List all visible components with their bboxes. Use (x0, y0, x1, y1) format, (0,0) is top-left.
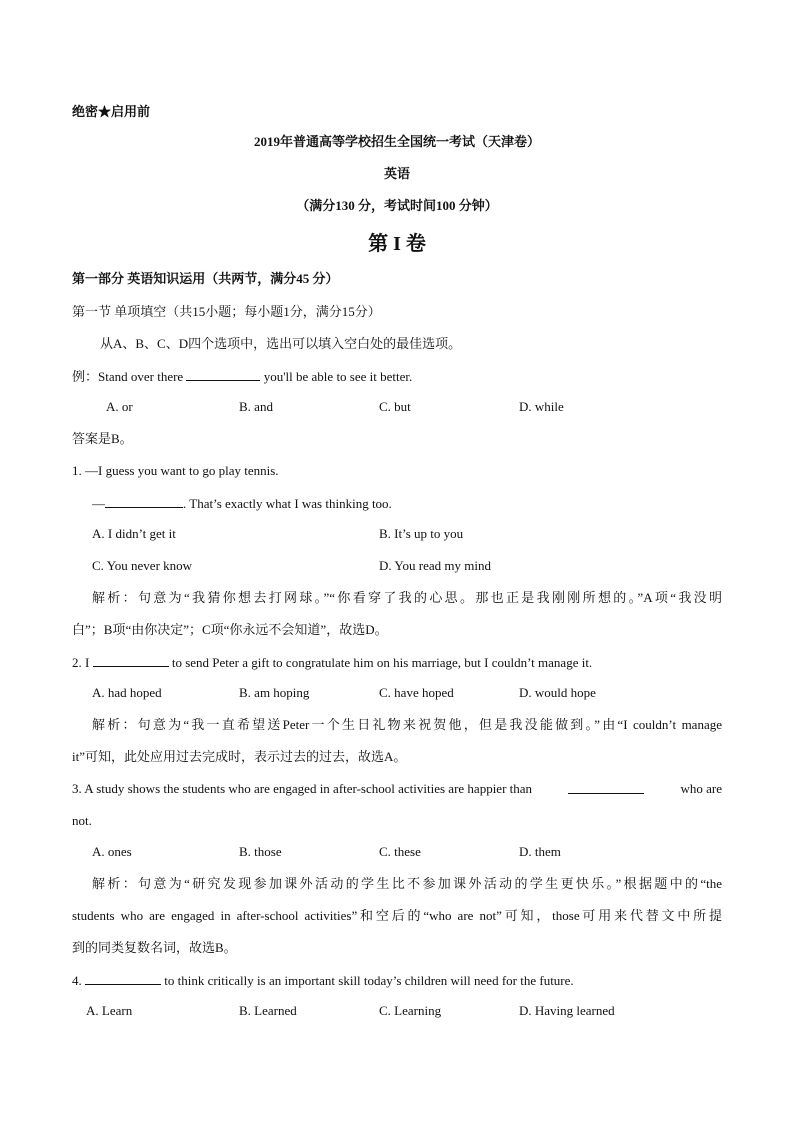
q1-line2 (92, 495, 392, 512)
q2-option-b: B. am hoping (239, 685, 310, 700)
q3-option-a: A. ones (92, 844, 132, 859)
score-time: （满分130 分，考试时间100 分钟） (296, 198, 498, 213)
q4-stem (72, 972, 574, 989)
q2-blank (93, 654, 169, 667)
q2-stem (72, 654, 592, 671)
q4-option-d: D. Having learned (519, 1003, 615, 1018)
q3-option-b: B. those (239, 844, 282, 859)
q2-option-a: A. had hoped (92, 685, 162, 700)
example-stem (72, 368, 412, 385)
q2-explanation-line2: it”可知，此处应用过去完成时，表示过去的过去，故选A。 (72, 749, 407, 764)
q3-blank (568, 781, 644, 794)
q3-explanation-line1: 解析：句意为“研究发现参加课外活动的学生比不参加课外活动的学生更快乐。”根据题中的“the (92, 876, 722, 891)
part1-title: 第一部分 英语知识运用（共两节，满分45 分） (72, 271, 339, 286)
q3-explanation-line2: students who are engaged in after-school activities”和空后的“who are not”可知，those可用来代替文中所提 (72, 908, 722, 923)
example-suffix: you'll be able to see it better. (263, 369, 413, 384)
q4-option-b: B. Learned (239, 1003, 297, 1018)
exam-title: 2019年普通高等学校招生全国统一考试（天津卷） (253, 134, 540, 149)
q1-line2-prefix: — (92, 496, 105, 511)
q4-blank (85, 972, 161, 985)
confidential-label: 绝密★启用前 (72, 104, 151, 119)
q3-prefix: 3. A study shows the students who are engaged in after-school activities are happier than (72, 781, 533, 796)
instruction: 从A、B、C、D四个选项中，选出可以填入空白处的最佳选项。 (100, 336, 462, 351)
q2-explanation-line1: 解析：句意为“我一直希望送Peter一个生日礼物来祝贺他，但是我没能做到。”由“I couldn’t manage (92, 717, 722, 732)
q1-option-c: C. You never know (92, 558, 193, 573)
q4-prefix: 4. (72, 973, 82, 988)
example-option-d: D. while (519, 399, 564, 414)
q4-option-c: C. Learning (379, 1003, 442, 1018)
q3-option-d: D. them (519, 844, 561, 859)
example-option-b: B. and (239, 399, 273, 414)
example-option-a: A. or (106, 399, 133, 414)
q3-suffix: who are (680, 781, 722, 796)
q1-explanation-line1: 解析：句意为“我猜你想去打网球。”“你看穿了我的心思。那也正是我刚刚所想的。”A项“我没明 (92, 590, 722, 605)
example-blank (186, 368, 260, 381)
q1-line1: 1. —I guess you want to go play tennis. (72, 463, 279, 478)
q3-stem-line2: not. (72, 813, 92, 828)
q3-stem (72, 781, 722, 797)
q2-prefix: 2. I (72, 655, 90, 670)
q3-explanation-line3: 到的同类复数名词，故选B。 (72, 940, 237, 955)
q4-suffix: to think critically is an important skill today’s children will need for the future. (164, 973, 574, 988)
q1-option-b: B. It’s up to you (379, 526, 464, 541)
q1-option-a: A. I didn’t get it (92, 526, 176, 541)
q1-blank (105, 495, 183, 508)
q4-option-a: A. Learn (86, 1003, 133, 1018)
q1-line2-suffix: . That’s exactly what I was thinking too. (183, 496, 392, 511)
q2-suffix: to send Peter a gift to congratulate him on his marriage, but I couldn’t manage it. (171, 655, 593, 670)
q2-option-c: C. have hoped (379, 685, 454, 700)
example-answer: 答案是B。 (72, 431, 133, 446)
q3-option-c: C. these (379, 844, 421, 859)
q2-option-d: D. would hope (519, 685, 596, 700)
example-option-c: C. but (379, 399, 411, 414)
subject-title: 英语 (383, 166, 410, 181)
example-prefix: 例：Stand over there (72, 369, 184, 384)
q1-option-d: D. You read my mind (379, 558, 491, 573)
section-title: 第一节 单项填空（共15小题；每小题1分，满分15分） (72, 304, 381, 319)
q1-explanation-line2: 白”；B项“由你决定”；C项“你永远不会知道”，故选D。 (72, 622, 388, 637)
volume-title: 第 I 卷 (368, 233, 426, 255)
